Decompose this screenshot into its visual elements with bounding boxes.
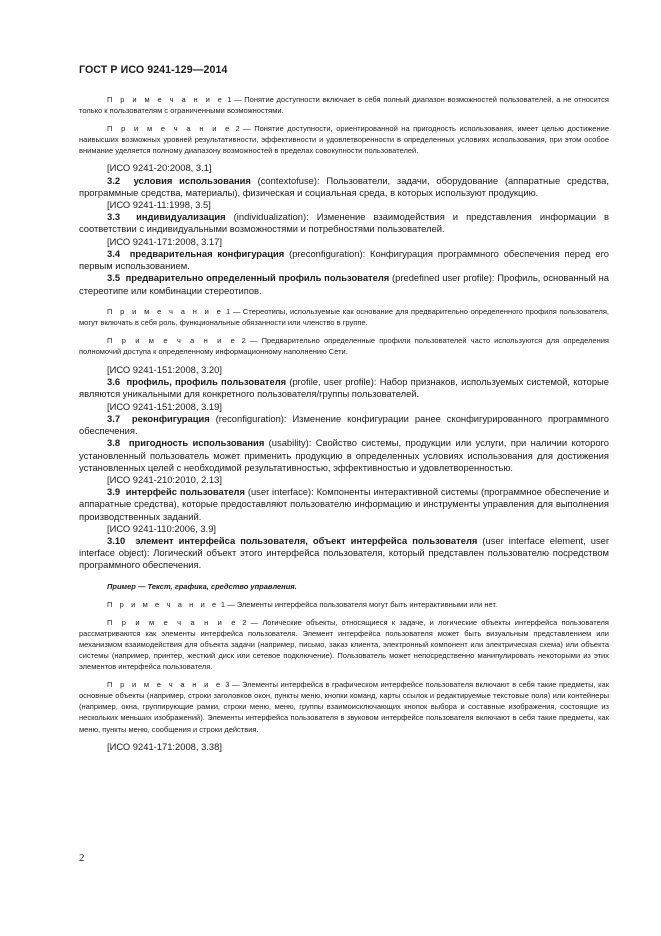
reference: [ИСО 9241-151:2008, 3.20] [107,364,222,376]
term-number: 3.3 [107,211,121,223]
term-number: 3.2 [107,174,121,186]
note-text: — Элементы интерфейса пользователя могут быть интерактивными или нет. [227,599,498,609]
note-label: П р и м е ч а н и е [107,335,238,345]
term-name: предварительно определенный профиль пользователя [125,272,390,284]
reference: [ИСО 9241-171:2008, 3.38] [107,740,222,752]
term-definition [79,272,609,296]
term-text: (profile, user profile): Набор признаков, используемых системой, которые являются уникальными для конкретного пользователя/группы пользователей. [79,376,609,400]
term-text: (preconfiguration): Конфигурация программного обеспечения перед его первым использованием. [79,247,609,272]
term-text: (contextofuse): Пользователи, задачи, оборудование (аппаратные средства, программные средства, материалы), физическая и социальная среда, в которых используют продукцию. [79,174,610,198]
note-number: 2 [241,335,246,345]
term-text: (predefined user profile): Профиль, основанный на стереотипе или комбинации стереотипов. [79,272,609,296]
reference: [ИСО 9241-11:1998, 3.5] [107,199,211,211]
term-name: условия использования [133,174,251,186]
example-text: Пример — Текст, графика, средство управления. [107,581,297,591]
note-paragraph [79,123,609,156]
page-number: 2 [79,852,85,864]
term-number: 3.5 [107,272,121,284]
term-text: (user interface): Компоненты интерактивной системы (программное обеспечение и аппаратные средства), которые предоставляют пользователю информацию и инструменты управления для выполнения производственных заданий. [79,486,609,522]
note-number: 2 [235,124,240,134]
note-paragraph [79,599,609,610]
note-paragraph [79,617,609,672]
term-number: 3.9 [107,486,121,498]
term-definition [79,413,609,437]
note-number: 2 [242,617,247,627]
term-definition [79,535,609,572]
term-number: 3.8 [107,437,121,449]
term-name: профиль, профиль пользователя [126,376,287,388]
note-text: — Предварительно определенные профили пользователей часто используются для определения полномочий доступа к определенному информационному наполнению Сети. [79,335,609,356]
note-label: П р и м е ч а н и е [107,617,239,627]
note-number: 1 [220,599,226,609]
term-number: 3.10 [107,534,126,546]
standard-header: ГОСТ Р ИСО 9241-129—2014 [79,64,228,76]
term-definition [79,248,609,272]
reference: [ИСО 9241-171:2008, 3.17] [107,235,222,247]
term-text: (user interface element, user interface object): Логический объект этого интерфейса пользователя, который представлен пользователю посредством программного обеспечения. [79,534,609,571]
term-definition [79,211,609,235]
note-text: — Стереотипы, используемые как основание для предварительно определенного профиля пользователя, могут включать в себя роль, функциональные обязанности или членство в группе. [79,306,609,327]
term-name: индивидуализация [136,211,226,223]
note-label: П р и м е ч а н и е [107,306,224,316]
note-number: 3 [225,680,230,690]
term-number: 3.7 [107,412,121,424]
term-text: (individualization): Изменение взаимодействия и представления информации в соответствии с индивидуальными возможностями и потребностями пользователей. [79,211,609,235]
term-number: 3.6 [107,376,121,388]
term-name: предварительная конфигурация [129,247,285,259]
note-number: 1 [226,306,231,316]
note-paragraph [79,94,609,116]
reference: [ИСО 9241-20:2008, 3.1] [107,162,212,174]
reference: [ИСО 9241-110:2006, 3.9] [107,522,217,534]
term-definition [79,175,609,199]
note-label: П р и м е ч а н и е [107,680,223,690]
term-definition [79,376,609,400]
note-label: П р и м е ч а н и е [107,95,225,104]
note-text: — Элементы интерфейса в графическом интерфейсе пользователя включают в себя такие предметы, как основные объекты (например, строки заголовков окон, пункты меню, кнопки команд, карты ссылок и редактируемые текстовые поля) или контейнеры (например, окна, группирующие рамки, строки меню, меню, группы взаимоисключающих кнопок выбора и составные изображения, состоящие из нескольких меньших изображений). Элементы интерфейса пользователя в звуковом интерфейсе пользователя включают в себя такие предметы, как меню, пункты меню, сообщения и строки действия. [79,680,609,734]
term-name: интерфейс пользователя [125,486,245,498]
term-name: реконфигурация [131,412,210,424]
term-text: (reconfiguration): Изменение конфигурации ранее сконфигурированного программного обеспечения. [79,412,610,437]
note-text: — Логические объекты, относящиеся к задаче, и логические объекты интерфейса пользователя рассматриваются как элементы интерфейса пользователя. Элемент интерфейса пользователя может быть визуальным представлением или механизмом взаимодействия для объекта задачи (например, письмо, заказ клиента, электронный компонент или электрическая схема) или объекта системы (например, принтер, жесткий диск или сетевое подключение). Пользователь может непосредственно манипулировать некоторыми из этих элементов интерфейса пользователя. [79,617,609,672]
note-label: П р и м е ч а н и е [107,124,232,134]
note-paragraph [79,306,609,328]
term-number: 3.4 [107,247,121,259]
note-paragraph [79,679,609,734]
term-text: (usability): Свойство системы, продукции или услуги, при наличии которого установленный пользователь может применить продукцию в определенных условиях использования для достижения установленных целей с необходимой результативностью, эффективностью и удовлетворенностью. [79,437,609,473]
term-name: пригодность использования [128,437,265,449]
note-text: — Понятие доступности включает в себя полный диапазон возможностей пользователей, а не относится только к пользователям с ограниченными возможностями. [79,95,609,116]
note-number: 1 [227,95,232,104]
term-definition [79,437,609,474]
term-name: элемент интерфейса пользователя, объект интерфейса пользователя [135,534,478,546]
note-text: — Понятие доступности, ориентированной на пригодность использования, имеет целью достижение наивысших возможных уровней результативности, эффективности и удовлетворенности в определенных условиях использования, при этом особое внимание уделяется полному диапазону возможностей в пределах совокупности пользователей. [79,124,609,156]
term-definition [79,486,609,523]
reference: [ИСО 9241-151:2008, 3.19] [107,400,222,412]
page-content [79,94,609,753]
reference: [ИСО 9241-210:2010, 2.13] [107,473,222,485]
note-label: П р и м е ч а н и е [107,599,219,609]
note-paragraph [79,335,609,357]
